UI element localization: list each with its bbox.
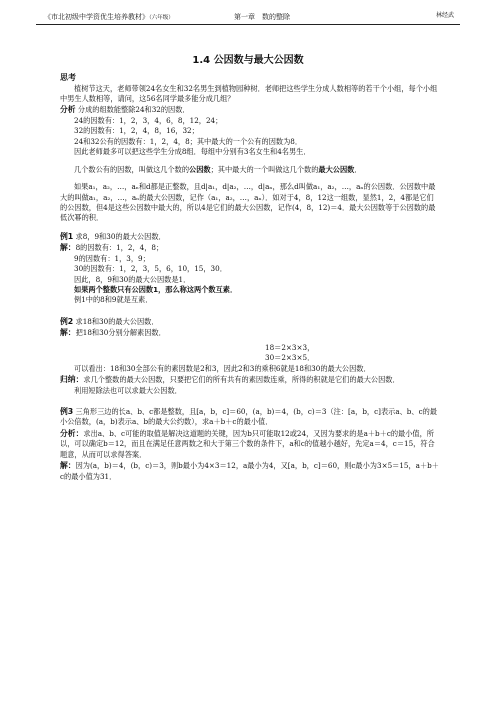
analysis-line-4: 因此老师最多可以把这些学生分成8组．每组中分别有3名女生和4名男生． — [74, 147, 311, 157]
example1-line-1: 9的因数有：1，3，9； — [74, 253, 150, 263]
think-text: 植树节这天，老师带领24名女生和32名男生到植物园种树．老师把这些学生分成人数相等的若干个小组，每个小组中男生人数相等，请问，这56名同学最多能分成几组？ — [60, 83, 438, 104]
example1-line-2: 30的因数有：1，2，3，5，6，10，15，30． — [74, 264, 227, 274]
example1-line-3: 因此，8，9和30的最大公因数是1． — [74, 274, 191, 284]
coprime-definition: 如果两个整数只有公因数1，那么称这两个数互素． — [74, 285, 238, 295]
example1-question: 求8，9和30的最大公因数． — [75, 231, 166, 241]
example1-label: 例1 — [60, 231, 74, 241]
example2-solution: 把18和30分别分解素因数． — [75, 328, 166, 338]
example3-analysis-label: 分析： — [60, 428, 84, 438]
example2-label: 例2 — [60, 316, 74, 326]
example2-extra: 利用短除法也可以求最大公因数． — [74, 385, 182, 395]
header-book: 《市北初级中学资优生培养教材》 — [44, 13, 149, 21]
example1-solution-label: 解： — [60, 243, 76, 253]
summary-label: 归纳： — [60, 375, 84, 385]
header-grade: （六年级） — [149, 15, 174, 21]
general-definition: 如果a₁，a₂，…，aₙ和d都是正整数，且d|a₁，d|a₂，…，d|aₙ，那么d叫做a₁，a₂，…，aₙ的公因数．公因数中最大的叫做a₁，a₂，…，aₙ的最大公因数，记作（a₁，a₂，…，aₙ）．如对于4，8，12这一组数，显然1，2，4都是它们的公因数，但4是这些公因数中最大的，所以4是它们的最大公因数，记作(4，8，12)＝4．最大公因数等于公因数的最低次幂的积． — [60, 182, 436, 223]
term-common-factor: 公因数 — [189, 164, 211, 174]
page-header — [36, 12, 460, 25]
header-book-title — [44, 12, 174, 23]
example3-question: 三角形三边的长a、b、c都是整数，且[a，b，c]＝60，(a，b)＝4，(b，c)＝3（注：[a，b，c]表示a、b、c的最小公倍数，(a，b)表示a、b的最大公约数），求a＋b＋c的最小值． — [60, 406, 437, 427]
definition — [60, 165, 440, 175]
think-heading: 思考 — [60, 73, 76, 82]
summary-text: 求几个整数的最大公因数，只要把它们的所有共有的素因数连乘，所得的积就是它们的最大公因数． — [83, 375, 400, 385]
analysis-line-1: 24的因数有：1，2，3，4，6，8，12，24； — [74, 115, 223, 125]
term-gcd: 最大公因数 — [318, 164, 355, 174]
definition-end: ． — [354, 164, 362, 174]
example1-line-0: 8的因数有：1，2，4，8； — [75, 243, 164, 253]
example3-label: 例3 — [60, 406, 74, 416]
analysis-line-2: 32的因数有：1，2，4，8，16，32； — [74, 126, 199, 136]
definition-pre: 几个数公有的因数，叫做这几个数的 — [74, 164, 190, 174]
example2-solution-label: 解： — [60, 328, 76, 338]
example3-analysis: 求出a、b、c可能的取值是解决这道题的关键，因为b只可能取12或24，又因为要求的是a＋b＋c的最小值，所以，可以确定b＝12，而且在满足任意两数之和大于第三个数的条件下，a和c的值越小越好，先定a＝4，c＝15，符合题意，从而可以求得答案． — [60, 428, 435, 459]
section-title: 1.4 公因数与最大公因数 — [192, 55, 304, 66]
header-chapter: 第一章 数的整除 — [234, 13, 290, 21]
content-body — [60, 70, 440, 482]
example3-solution: 因为(a，b)＝4，(b，c)＝3，则b最小为4×3＝12，a最小为4，又[a，b，c]＝60，则c最小为3×5＝15，a＋b＋c的最小值为31． — [60, 461, 439, 481]
factorization-30: 30＝2×3×5． — [265, 353, 315, 363]
example2-observation: 可以看出：18和30全部公有的素因数是2和3，因此2和3的乘积6就是18和30的最大公因数． — [74, 363, 371, 373]
analysis-line-0: 分成的组数能整除24和32的因数． — [77, 105, 190, 115]
definition-mid: ；其中最大的一个叫做这几个数的 — [210, 164, 319, 174]
example3-solution-label: 解： — [60, 461, 76, 471]
example1-note: 例1中的8和9就是互素． — [74, 295, 153, 305]
factorization-18: 18＝2×3×3， — [265, 342, 315, 352]
header-author: 林经武 — [435, 12, 454, 19]
analysis-line-3: 24和32公有的因数有：1，2，4，8；其中最大的一个公有的因数为8． — [74, 136, 303, 146]
analysis-label: 分析 — [60, 105, 76, 115]
example2-question: 求18和30的最大公因数． — [75, 316, 159, 326]
